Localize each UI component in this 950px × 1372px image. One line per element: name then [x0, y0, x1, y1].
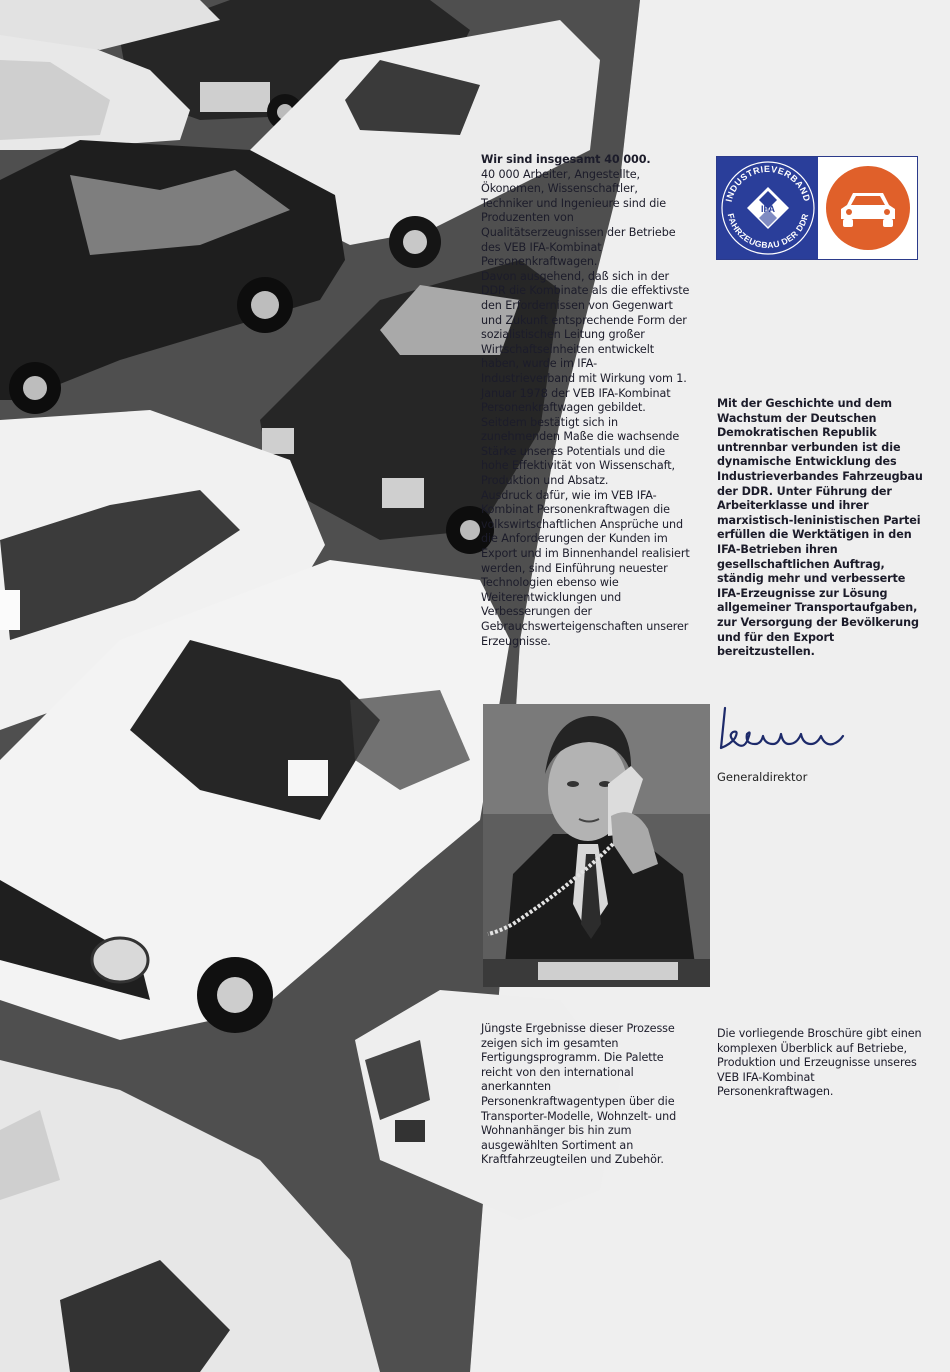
main-heading: Wir sind insgesamt 40 000. [481, 153, 651, 166]
main-paragraph-3: Seitdem bestätigt sich in zunehmenden Maße die wachsende Stärke unseres Potentials und die hohe Effektivität von Wissenschaft, Produktion und Absatz. [481, 415, 680, 488]
signature-title: Generaldirektor [717, 770, 808, 784]
main-text-column [481, 153, 691, 649]
main-paragraph-4: Ausdruck dafür, wie im VEB IFA-Kombinat Personenkraftwagen die volkswirtschaftlichen Ansprüche und die Anforderungen der Kunden im Export und im Binnenhandel realisiert werden, sind Einführung neuester Technologien ebenso wie Weiterentwicklungen und Verbesserungen der Gebrauchswerteigenschaften unserer Erzeugnisse. [481, 488, 690, 648]
bottom-right-paragraph: Die vorliegende Broschüre gibt einen komplexen Überblick auf Betriebe, Produktion und Erzeugnisse unseres VEB IFA-Kombinat Personenkraftwagen. [717, 1027, 922, 1099]
right-paragraph: Mit der Geschichte und dem Wachstum der Deutschen Demokratischen Republik untrennbar verbunden ist die dynamische Entwicklung des Industrieverbandes Fahrzeugbau der DDR. Unter Führung der Arbeiterklasse und ihrer marxistisch-leninistischen Partei erfüllen die Werktätigen in den IFA-Betrieben ihren gesellschaftlichen Auftrag, ständig mehr und verbesserte IFA-Erzeugnisse zur Lösung allgemeiner Transportaufgaben, zur Versorgung der Bevölkerung und für den Export bereitzustellen. [717, 397, 923, 659]
logo-text-bottom: FAHRZEUGBAU DER DDR [725, 212, 811, 251]
handwritten-signature [717, 700, 857, 760]
bottom-right-text [717, 1027, 932, 1100]
logo-badge: IFA [760, 204, 776, 214]
ifa-logo [716, 156, 918, 260]
logo-text-top: INDUSTRIEVERBAND [723, 163, 813, 203]
right-text-column [717, 397, 932, 660]
main-paragraph-1: 40 000 Arbeiter, Angestellte, Ökonomen, Wissenschaftler, Techniker und Ingenieure sind die Produzenten von Qualitätserzeugnissen der Betriebe des VEB IFA-Kombinat Personenkraftwagen. [481, 167, 676, 269]
main-paragraph-2: Davon ausgehend, daß sich in der DDR die Kombinate als die effektivste den Erfordernissen von Gegenwart und Zukunft entsprechende Form der sozialistischen Leitung großer Wirtschaftseinheiten entwickelt haben, wurde im IFA-Industrieverband mit Wirkung vom 1. Januar 1978 der VEB IFA-Kombinat Personenkraftwagen gebildet. [481, 269, 690, 415]
bottom-left-text [481, 1022, 686, 1168]
director-portrait-photo [483, 704, 710, 987]
bottom-left-paragraph: Jüngste Ergebnisse dieser Prozesse zeigen sich im gesamten Fertigungsprogramm. Die Palette reicht von den international anerkannten Personenkraftwagentypen über die Transporter-Modelle, Wohnzelt- und Wohnanhänger bis hin zum ausgewählten Sortiment an Kraftfahrzeugteilen und Zubehör. [481, 1022, 677, 1167]
